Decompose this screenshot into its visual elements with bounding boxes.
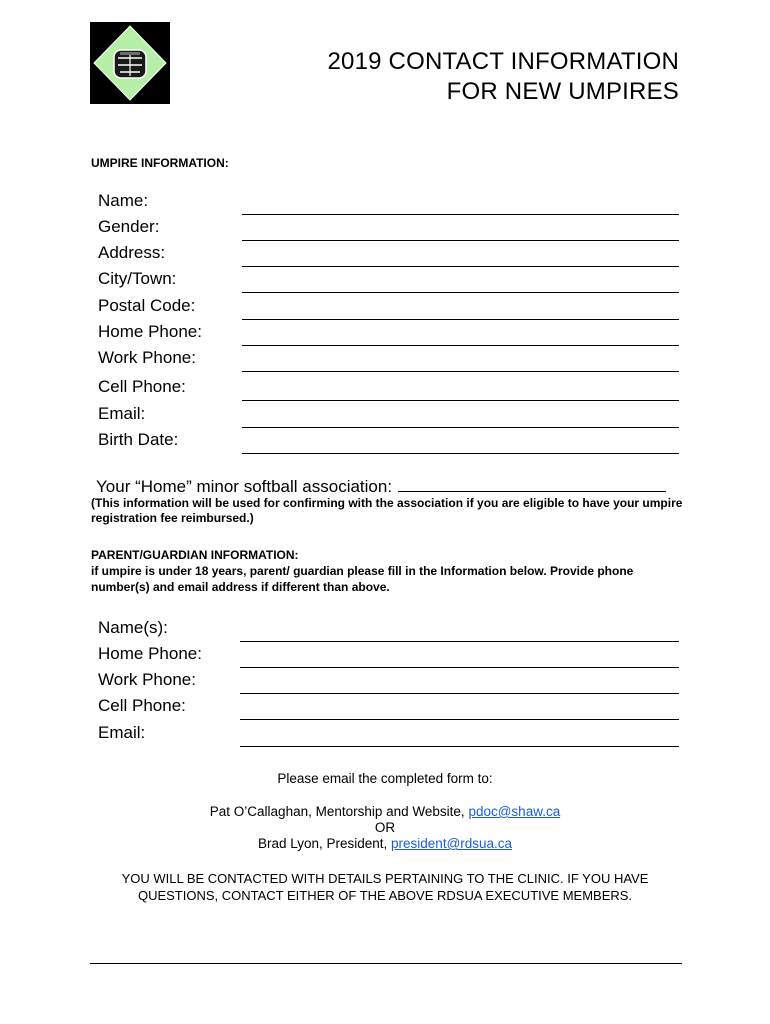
umpire-birth-date-row: [98, 430, 679, 454]
reimbursement-note: (This information will be used for confirming with the association if you are eligible to have your umpire registration fee reimbursed.): [91, 496, 683, 525]
parent-cell-phone-label: Cell Phone:: [98, 696, 186, 715]
page-divider: [90, 963, 682, 964]
cell-phone-label: Cell Phone:: [98, 377, 186, 396]
parent-home-phone-field[interactable]: [240, 667, 679, 668]
name-label: Name:: [98, 191, 149, 210]
contact-2-email-link[interactable]: president@rdsua.ca: [391, 836, 513, 851]
umpire-address-row: [98, 243, 679, 267]
postal-code-field[interactable]: [242, 319, 679, 320]
birth-date-field[interactable]: [242, 453, 679, 454]
title-line-2: FOR NEW UMPIRES: [446, 78, 679, 105]
umpire-name-row: [98, 191, 679, 215]
contact-1-text: Pat O’Callaghan, Mentorship and Website,: [209, 804, 465, 819]
logo-graphic: [90, 22, 170, 104]
or-text: OR: [374, 820, 396, 835]
parent-names-row: [98, 618, 679, 642]
email-label: Email:: [98, 404, 146, 423]
parent-email-label: Email:: [98, 723, 146, 742]
page-title: [327, 47, 679, 107]
parent-names-label: Name(s):: [98, 618, 168, 637]
parent-work-phone-row: [98, 670, 679, 694]
contact-notice: YOU WILL BE CONTACTED WITH DETAILS PERTAINING TO THE CLINIC. IF YOU HAVE QUESTIONS, CONTACT EITHER OF THE ABOVE RDSUA EXECUTIVE MEMBERS.: [121, 871, 649, 903]
address-label: Address:: [98, 243, 166, 262]
umpire-city-row: [98, 269, 679, 293]
umpire-postal-row: [98, 296, 679, 320]
parent-section-heading: PARENT/GUARDIAN INFORMATION:: [91, 548, 299, 562]
work-phone-label: Work Phone:: [98, 348, 196, 367]
home-association-row: [96, 477, 666, 497]
umpire-work-phone-row: [98, 348, 679, 372]
parent-names-field[interactable]: [240, 641, 679, 642]
cell-phone-field[interactable]: [242, 400, 679, 401]
parent-email-row: [98, 723, 679, 747]
umpire-home-phone-row: [98, 322, 679, 346]
contact-2-text: Brad Lyon, President,: [257, 836, 388, 851]
submission-intro: Please email the completed form to:: [277, 771, 493, 786]
name-field[interactable]: [242, 214, 679, 215]
city-field[interactable]: [242, 292, 679, 293]
contact-1-line: [0, 804, 770, 820]
home-phone-field[interactable]: [242, 345, 679, 346]
email-field[interactable]: [242, 427, 679, 428]
parent-cell-phone-row: [98, 696, 679, 720]
address-field[interactable]: [242, 266, 679, 267]
gender-field[interactable]: [242, 240, 679, 241]
umpire-email-row: [98, 404, 679, 428]
home-association-label: Your “Home” minor softball association:: [96, 477, 393, 496]
parent-cell-phone-field[interactable]: [240, 719, 679, 720]
contact-1-email-link[interactable]: pdoc@shaw.ca: [468, 804, 561, 819]
parent-email-field[interactable]: [240, 746, 679, 747]
parent-section: [91, 547, 691, 595]
association-logo: [90, 22, 170, 104]
umpire-section-heading: UMPIRE INFORMATION:: [91, 156, 229, 170]
umpire-cell-phone-row: [98, 377, 679, 401]
parent-work-phone-label: Work Phone:: [98, 670, 196, 689]
umpire-gender-row: [98, 217, 679, 241]
work-phone-field[interactable]: [242, 371, 679, 372]
parent-home-phone-row: [98, 644, 679, 668]
birth-date-label: Birth Date:: [98, 430, 179, 449]
parent-work-phone-field[interactable]: [240, 693, 679, 694]
contact-2-line: [0, 836, 770, 852]
home-phone-label: Home Phone:: [98, 322, 202, 341]
city-label: City/Town:: [98, 269, 177, 288]
postal-code-label: Postal Code:: [98, 296, 196, 315]
home-association-field[interactable]: [398, 477, 666, 492]
parent-home-phone-label: Home Phone:: [98, 644, 202, 663]
gender-label: Gender:: [98, 217, 160, 236]
parent-instructions: if umpire is under 18 years, parent/ guardian please fill in the Information below. Provide phone number(s) and email address if different than above.: [91, 564, 634, 594]
title-line-1: 2019 CONTACT INFORMATION: [327, 48, 679, 75]
